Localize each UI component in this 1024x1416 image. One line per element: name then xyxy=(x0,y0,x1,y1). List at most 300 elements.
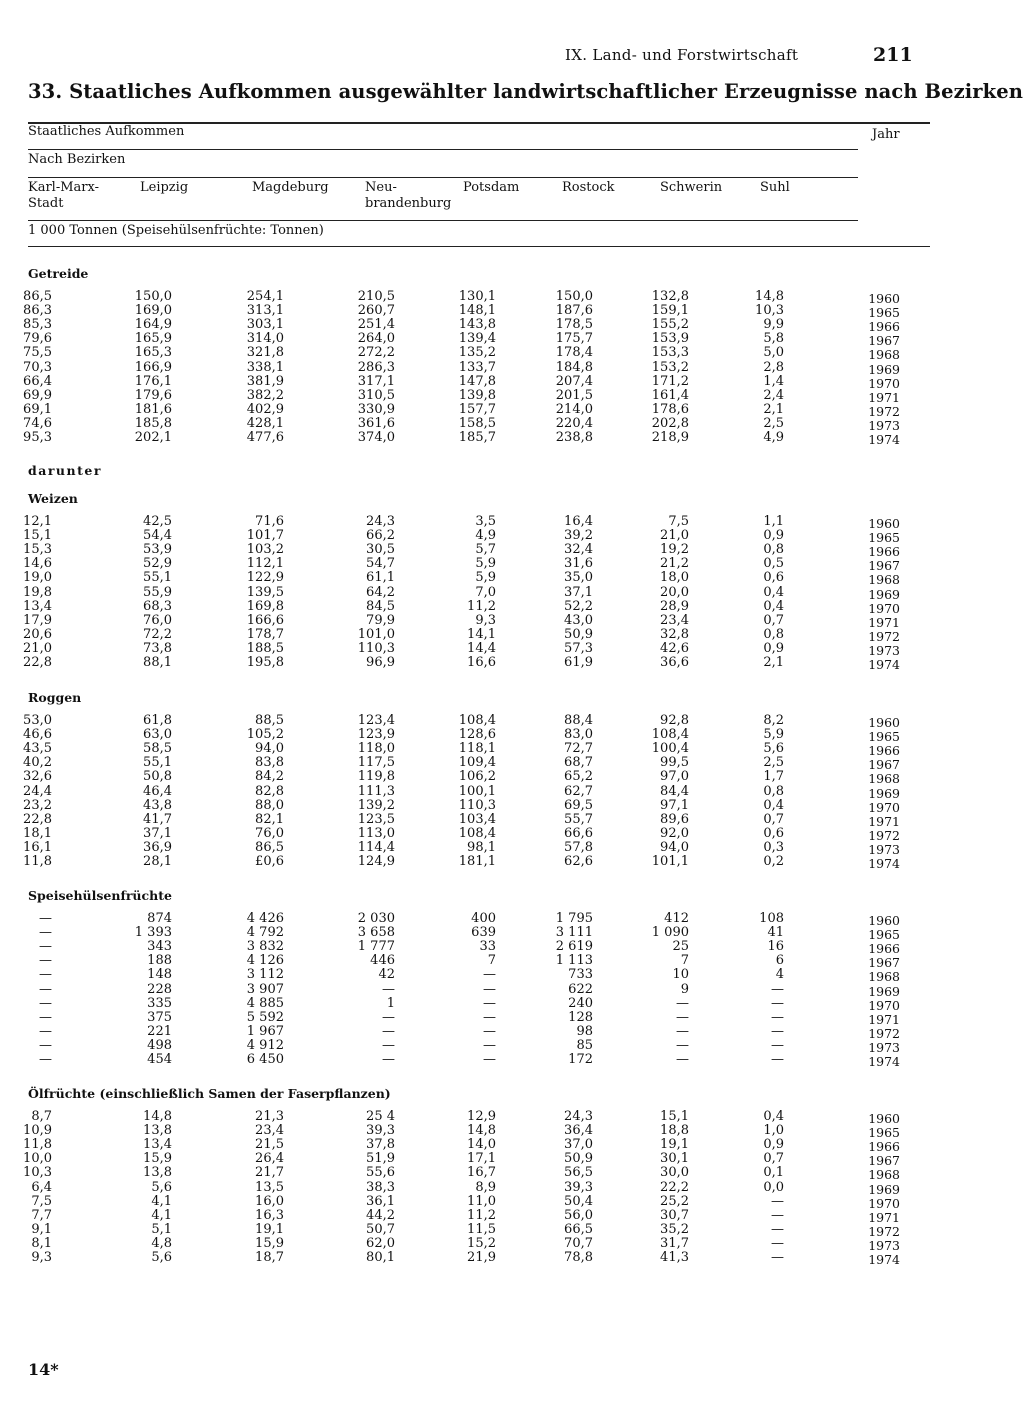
table-cell: 164,9 xyxy=(134,317,172,333)
table-cell: 7,5 xyxy=(31,1193,52,1209)
table-cell: 100,1 xyxy=(458,783,496,799)
table-cell: — xyxy=(39,911,52,926)
table-cell: 61,8 xyxy=(143,713,172,728)
table-cell: 99,5 xyxy=(660,755,689,771)
table-cell: 5,7 xyxy=(475,542,496,558)
table-cell: 338,1 xyxy=(246,359,284,375)
table-cell: 69,1 xyxy=(23,401,52,417)
table-cell: 166,6 xyxy=(246,612,284,628)
table-cell: 22,8 xyxy=(23,811,52,827)
table-cell: 92,0 xyxy=(660,825,689,841)
table-cell: 15,3 xyxy=(23,542,52,558)
year-cell: 1971 xyxy=(868,1209,900,1225)
column-header-line: Leipzig xyxy=(140,180,189,195)
year-cell: 1970 xyxy=(868,600,900,616)
table-cell: 153,3 xyxy=(651,345,689,361)
table-cell: 54,4 xyxy=(143,528,172,544)
table-cell: 0,6 xyxy=(763,570,784,586)
table-cell: 62,7 xyxy=(564,783,593,799)
table-cell: 3 658 xyxy=(357,925,395,941)
year-cell: 1972 xyxy=(868,628,900,644)
table-cell: 7,5 xyxy=(668,514,689,529)
year-cell: 1973 xyxy=(868,1039,900,1055)
table-cell: 9,1 xyxy=(31,1221,52,1237)
table-cell: 119,8 xyxy=(357,769,395,785)
table-cell: 124,9 xyxy=(357,854,395,869)
table-cell: 36,9 xyxy=(143,839,172,855)
table-cell: 171,2 xyxy=(651,373,689,389)
table-cell: 639 xyxy=(471,925,496,941)
table-cell: 0,8 xyxy=(763,783,784,799)
column-header xyxy=(28,180,99,212)
table-row xyxy=(0,389,1024,403)
table-row xyxy=(0,1237,1024,1251)
table-cell: 37,0 xyxy=(564,1137,593,1153)
year-cell: 1967 xyxy=(868,955,900,971)
table-cell: 24,3 xyxy=(564,1109,593,1124)
column-header-line: brandenburg xyxy=(365,196,452,211)
table-cell: 85,3 xyxy=(23,317,52,333)
table-cell: 218,9 xyxy=(651,430,689,445)
table-cell: 161,4 xyxy=(651,387,689,403)
table-cell: 52,2 xyxy=(564,598,593,614)
table-cell: 112,1 xyxy=(246,556,284,572)
table-cell: 0,2 xyxy=(763,854,784,869)
table-row xyxy=(0,1123,1024,1141)
table-row xyxy=(0,642,1024,656)
table-cell: 105,2 xyxy=(246,727,284,743)
table-cell: 25 4 xyxy=(366,1109,395,1124)
table-cell: £0,6 xyxy=(255,854,284,869)
table-cell: 10 xyxy=(672,967,689,983)
year-cell: 1974 xyxy=(868,1252,900,1267)
table-cell: 62,6 xyxy=(564,854,593,869)
section-title: Weizen xyxy=(28,491,78,506)
table-cell: 42,5 xyxy=(143,514,172,529)
year-cell: 1969 xyxy=(868,785,900,801)
table-cell: 68,7 xyxy=(564,755,593,771)
table-cell: 88,0 xyxy=(255,797,284,813)
table-cell: 100,4 xyxy=(651,741,689,757)
table-cell: 21,3 xyxy=(255,1109,284,1124)
table-cell: 30,0 xyxy=(660,1165,689,1181)
table-cell: 2 030 xyxy=(357,911,395,926)
table-cell: 36,6 xyxy=(660,655,689,670)
table-cell: 5,1 xyxy=(151,1221,172,1237)
table-cell: 178,6 xyxy=(651,401,689,417)
table-cell: 264,0 xyxy=(357,331,395,347)
table-cell: 11,2 xyxy=(467,598,496,614)
table-row xyxy=(0,785,1024,799)
table-cell: 41 xyxy=(767,925,784,941)
table-cell: 66,5 xyxy=(564,1221,593,1237)
table-cell: 113,0 xyxy=(357,825,395,841)
header-main: Staatliches Aufkommen xyxy=(28,124,185,139)
year-cell: 1970 xyxy=(868,799,900,815)
table-cell: 32,8 xyxy=(660,626,689,642)
column-header-line: Rostock xyxy=(562,180,615,195)
table-cell: 4,8 xyxy=(151,1235,172,1251)
table-cell: 71,6 xyxy=(255,514,284,529)
year-cell: 1973 xyxy=(868,642,900,658)
table-cell: 19,2 xyxy=(660,542,689,558)
table-cell: 86,3 xyxy=(23,303,52,319)
table-cell: 133,7 xyxy=(458,359,496,375)
table-cell: 30,7 xyxy=(660,1207,689,1223)
table-cell: 228 xyxy=(147,981,172,997)
table-row xyxy=(0,656,1024,670)
year-cell: 1974 xyxy=(868,432,900,447)
section-title: Getreide xyxy=(28,266,89,281)
table-row xyxy=(0,827,1024,841)
table-row xyxy=(0,1011,1024,1025)
table-cell: 14,4 xyxy=(467,640,496,656)
year-cell: 1970 xyxy=(868,1195,900,1211)
table-cell: 69,9 xyxy=(23,387,52,403)
table-cell: 143,8 xyxy=(458,317,496,333)
table-cell: 43,8 xyxy=(143,797,172,813)
table-cell: — xyxy=(39,1009,52,1025)
table-cell: 5,8 xyxy=(763,331,784,347)
table-cell: 63,0 xyxy=(143,727,172,743)
table-cell: 310,5 xyxy=(357,387,395,403)
year-cell: 1966 xyxy=(868,544,900,560)
table-cell: 16,3 xyxy=(255,1207,284,1223)
table-row xyxy=(0,912,1024,926)
table-cell: 16 xyxy=(767,939,784,955)
year-cell: 1971 xyxy=(868,1011,900,1027)
table-cell: 18,7 xyxy=(255,1250,284,1265)
table-cell: 83,0 xyxy=(564,727,593,743)
table-cell: 5,6 xyxy=(151,1250,172,1265)
table-cell: 108,4 xyxy=(458,825,496,841)
table-cell: — xyxy=(676,1037,689,1053)
year-cell: 1968 xyxy=(868,572,900,588)
table-cell: 14,8 xyxy=(467,1123,496,1139)
table-cell: 31,6 xyxy=(564,556,593,572)
table-row xyxy=(0,997,1024,1011)
table-cell: 50,9 xyxy=(564,626,593,642)
table-cell: 42 xyxy=(378,967,395,983)
table-cell: 428,1 xyxy=(246,415,284,431)
table-cell: 498 xyxy=(147,1037,172,1053)
table-row xyxy=(0,1025,1024,1039)
year-cell: 1972 xyxy=(868,403,900,419)
table-row xyxy=(0,1165,1024,1183)
table-cell: 176,1 xyxy=(134,373,172,389)
table-cell: 110,3 xyxy=(357,640,395,656)
table-cell: — xyxy=(483,967,496,983)
year-cell: 1974 xyxy=(868,657,900,672)
table-row xyxy=(0,967,1024,985)
table-cell: 122,9 xyxy=(246,570,284,586)
table-cell: 32,4 xyxy=(564,542,593,558)
table-cell: 12,9 xyxy=(467,1109,496,1124)
table-cell: 118,1 xyxy=(458,741,496,757)
table-cell: 123,9 xyxy=(357,727,395,743)
table-row xyxy=(0,614,1024,628)
table-cell: 0,9 xyxy=(763,528,784,544)
table-cell: — xyxy=(39,925,52,941)
table-cell: — xyxy=(483,981,496,997)
table-cell: 88,1 xyxy=(143,655,172,670)
table-cell: 61,1 xyxy=(366,570,395,586)
table-cell: 14,6 xyxy=(23,556,52,572)
table-cell: 53,9 xyxy=(143,542,172,558)
table-cell: 207,4 xyxy=(555,373,593,389)
table-cell: 54,7 xyxy=(366,556,395,572)
table-cell: 202,8 xyxy=(651,415,689,431)
table-cell: 0,9 xyxy=(763,640,784,656)
table-cell: 36,1 xyxy=(366,1193,395,1209)
table-row xyxy=(0,1251,1024,1265)
table-row xyxy=(0,983,1024,997)
table-cell: 46,6 xyxy=(23,727,52,743)
table-cell: 1 113 xyxy=(555,953,593,969)
table-cell: 314,0 xyxy=(246,331,284,347)
table-row xyxy=(0,586,1024,600)
table-cell: 101,7 xyxy=(246,528,284,544)
table-row xyxy=(0,1195,1024,1209)
table-cell: — xyxy=(382,1037,395,1053)
table-row xyxy=(0,939,1024,957)
table-cell: 58,5 xyxy=(143,741,172,757)
year-cell: 1973 xyxy=(868,1237,900,1253)
table-cell: — xyxy=(382,1009,395,1025)
table-cell: — xyxy=(771,1207,784,1223)
table-cell: 118,0 xyxy=(357,741,395,757)
table-cell: 64,2 xyxy=(366,584,395,600)
table-cell: 94,0 xyxy=(255,741,284,757)
table-cell: — xyxy=(483,1052,496,1067)
table-cell: 50,8 xyxy=(143,769,172,785)
table-cell: — xyxy=(382,1052,395,1067)
table-cell: 106,2 xyxy=(458,769,496,785)
table-cell: 88,5 xyxy=(255,713,284,728)
table-row xyxy=(0,542,1024,560)
section-title: Roggen xyxy=(28,690,82,705)
table-cell: 55,6 xyxy=(366,1165,395,1181)
table-cell: 69,5 xyxy=(564,797,593,813)
table-cell: 50,4 xyxy=(564,1193,593,1209)
table-cell: 4 792 xyxy=(246,925,284,941)
table-cell: 83,8 xyxy=(255,755,284,771)
table-row xyxy=(0,417,1024,431)
table-cell: 21,5 xyxy=(255,1137,284,1153)
table-cell: 4 885 xyxy=(246,995,284,1011)
table-cell: 37,8 xyxy=(366,1137,395,1153)
table-cell: 251,4 xyxy=(357,317,395,333)
table-cell: 33 xyxy=(479,939,496,955)
table-cell: 153,2 xyxy=(651,359,689,375)
table-cell: 1,1 xyxy=(763,514,784,529)
table-cell: 75,5 xyxy=(23,345,52,361)
table-cell: 159,1 xyxy=(651,303,689,319)
table-row xyxy=(0,628,1024,642)
table-row xyxy=(0,403,1024,417)
table-cell: 37,1 xyxy=(143,825,172,841)
table-row xyxy=(0,361,1024,375)
year-cell: 1965 xyxy=(868,927,900,943)
table-cell: 70,3 xyxy=(23,359,52,375)
table-cell: 2,1 xyxy=(763,401,784,417)
table-cell: 10,3 xyxy=(755,303,784,319)
table-cell: 37,1 xyxy=(564,584,593,600)
table-row xyxy=(0,769,1024,787)
table-cell: — xyxy=(483,1009,496,1025)
table-cell: 9,3 xyxy=(475,612,496,628)
table-cell: 220,4 xyxy=(555,415,593,431)
table-row xyxy=(0,855,1024,869)
table-cell: 65,2 xyxy=(564,769,593,785)
table-cell: 13,4 xyxy=(143,1137,172,1153)
table-cell: 2,4 xyxy=(763,387,784,403)
table-cell: 181,1 xyxy=(458,854,496,869)
table-cell: 41,7 xyxy=(143,811,172,827)
year-cell: 1965 xyxy=(868,1125,900,1141)
table-cell: 89,6 xyxy=(660,811,689,827)
table-cell: — xyxy=(771,1250,784,1265)
table-cell: 375 xyxy=(147,1009,172,1025)
table-cell: — xyxy=(39,953,52,969)
table-cell: 139,8 xyxy=(458,387,496,403)
year-cell: 1971 xyxy=(868,813,900,829)
year-cell: 1967 xyxy=(868,558,900,574)
header-rule xyxy=(28,149,858,150)
table-cell: 11,8 xyxy=(23,854,52,869)
table-cell: 39,2 xyxy=(564,528,593,544)
table-cell: 221 xyxy=(147,1023,172,1039)
table-cell: 21,9 xyxy=(467,1250,496,1265)
year-cell: 1960 xyxy=(868,291,900,306)
table-cell: 5,9 xyxy=(475,570,496,586)
table-cell: 43,5 xyxy=(23,741,52,757)
year-cell: 1960 xyxy=(868,913,900,928)
column-header xyxy=(562,180,615,196)
table-cell: 30,1 xyxy=(660,1151,689,1167)
table-row xyxy=(0,741,1024,759)
table-cell: 74,6 xyxy=(23,415,52,431)
table-row xyxy=(0,317,1024,335)
table-cell: 3 111 xyxy=(555,925,593,941)
table-row xyxy=(0,528,1024,546)
table-cell: 178,5 xyxy=(555,317,593,333)
table-cell: 20,6 xyxy=(23,626,52,642)
column-header-line: Potsdam xyxy=(463,180,520,195)
table-cell: 24,4 xyxy=(23,783,52,799)
table-cell: 188 xyxy=(147,953,172,969)
table-cell: 412 xyxy=(664,911,689,926)
table-cell: 82,1 xyxy=(255,811,284,827)
table-cell: 166,9 xyxy=(134,359,172,375)
table-cell: 148,1 xyxy=(458,303,496,319)
table-cell: 381,9 xyxy=(246,373,284,389)
year-cell: 1960 xyxy=(868,516,900,531)
table-cell: 0,7 xyxy=(763,1151,784,1167)
table-cell: 0,4 xyxy=(763,584,784,600)
table-cell: 11,2 xyxy=(467,1207,496,1223)
table-cell: 4,9 xyxy=(475,528,496,544)
table-cell: 260,7 xyxy=(357,303,395,319)
table-cell: 25 xyxy=(672,939,689,955)
table-cell: — xyxy=(39,939,52,955)
table-cell: 150,0 xyxy=(555,289,593,304)
table-cell: 84,5 xyxy=(366,598,395,614)
table-cell: 13,8 xyxy=(143,1165,172,1181)
table-cell: 50,7 xyxy=(366,1221,395,1237)
table-cell: 24,3 xyxy=(366,514,395,529)
table-cell: — xyxy=(771,1037,784,1053)
table-cell: 0,8 xyxy=(763,626,784,642)
table-cell: 157,7 xyxy=(458,401,496,417)
table-cell: 139,2 xyxy=(357,797,395,813)
table-cell: 12,1 xyxy=(23,514,52,529)
table-cell: 46,4 xyxy=(143,783,172,799)
table-cell: 172 xyxy=(568,1052,593,1067)
column-header-line: Karl-Marx- xyxy=(28,180,99,195)
table-cell: 68,3 xyxy=(143,598,172,614)
table-cell: 16,4 xyxy=(564,514,593,529)
table-cell: 7,0 xyxy=(475,584,496,600)
table-row xyxy=(0,727,1024,745)
table-cell: 4,9 xyxy=(763,430,784,445)
table-cell: 25,2 xyxy=(660,1193,689,1209)
table-row xyxy=(0,1053,1024,1067)
table-cell: 5,0 xyxy=(763,345,784,361)
table-cell: 28,9 xyxy=(660,598,689,614)
table-cell: 82,8 xyxy=(255,783,284,799)
table-cell: 202,1 xyxy=(134,430,172,445)
column-header-line: Suhl xyxy=(760,180,790,195)
table-cell: — xyxy=(382,1023,395,1039)
table-cell: 210,5 xyxy=(357,289,395,304)
table-cell: 79,9 xyxy=(366,612,395,628)
table-cell: 76,0 xyxy=(255,825,284,841)
year-cell: 1966 xyxy=(868,941,900,957)
header-unit: 1 000 Tonnen (Speisehülsenfrüchte: Tonnen) xyxy=(28,223,324,238)
table-cell: 57,8 xyxy=(564,839,593,855)
table-cell: 57,3 xyxy=(564,640,593,656)
table-cell: 66,4 xyxy=(23,373,52,389)
table-cell: 11,5 xyxy=(467,1221,496,1237)
table-cell: 39,3 xyxy=(564,1179,593,1195)
table-cell: 2,1 xyxy=(763,655,784,670)
table-cell: 1 967 xyxy=(246,1023,284,1039)
year-cell: 1967 xyxy=(868,333,900,349)
table-cell: 35,0 xyxy=(564,570,593,586)
column-header-line: Magdeburg xyxy=(252,180,329,195)
year-cell: 1968 xyxy=(868,771,900,787)
table-cell: 41,3 xyxy=(660,1250,689,1265)
table-cell: — xyxy=(483,995,496,1011)
column-header xyxy=(760,180,790,196)
table-cell: 10,0 xyxy=(23,1151,52,1167)
table-cell: 21,2 xyxy=(660,556,689,572)
table-cell: 53,0 xyxy=(23,713,52,728)
table-cell: 109,4 xyxy=(458,755,496,771)
column-header-line: Schwerin xyxy=(660,180,723,195)
table-cell: 1 090 xyxy=(651,925,689,941)
table-cell: 111,3 xyxy=(357,783,395,799)
table-cell: 28,1 xyxy=(143,854,172,869)
table-cell: 101,1 xyxy=(651,854,689,869)
table-cell: 402,9 xyxy=(246,401,284,417)
header-rule xyxy=(28,177,858,178)
table-cell: 0,5 xyxy=(763,556,784,572)
table-cell: 0,4 xyxy=(763,598,784,614)
table-cell: 1 777 xyxy=(357,939,395,955)
footer-mark: 14* xyxy=(28,1360,59,1379)
